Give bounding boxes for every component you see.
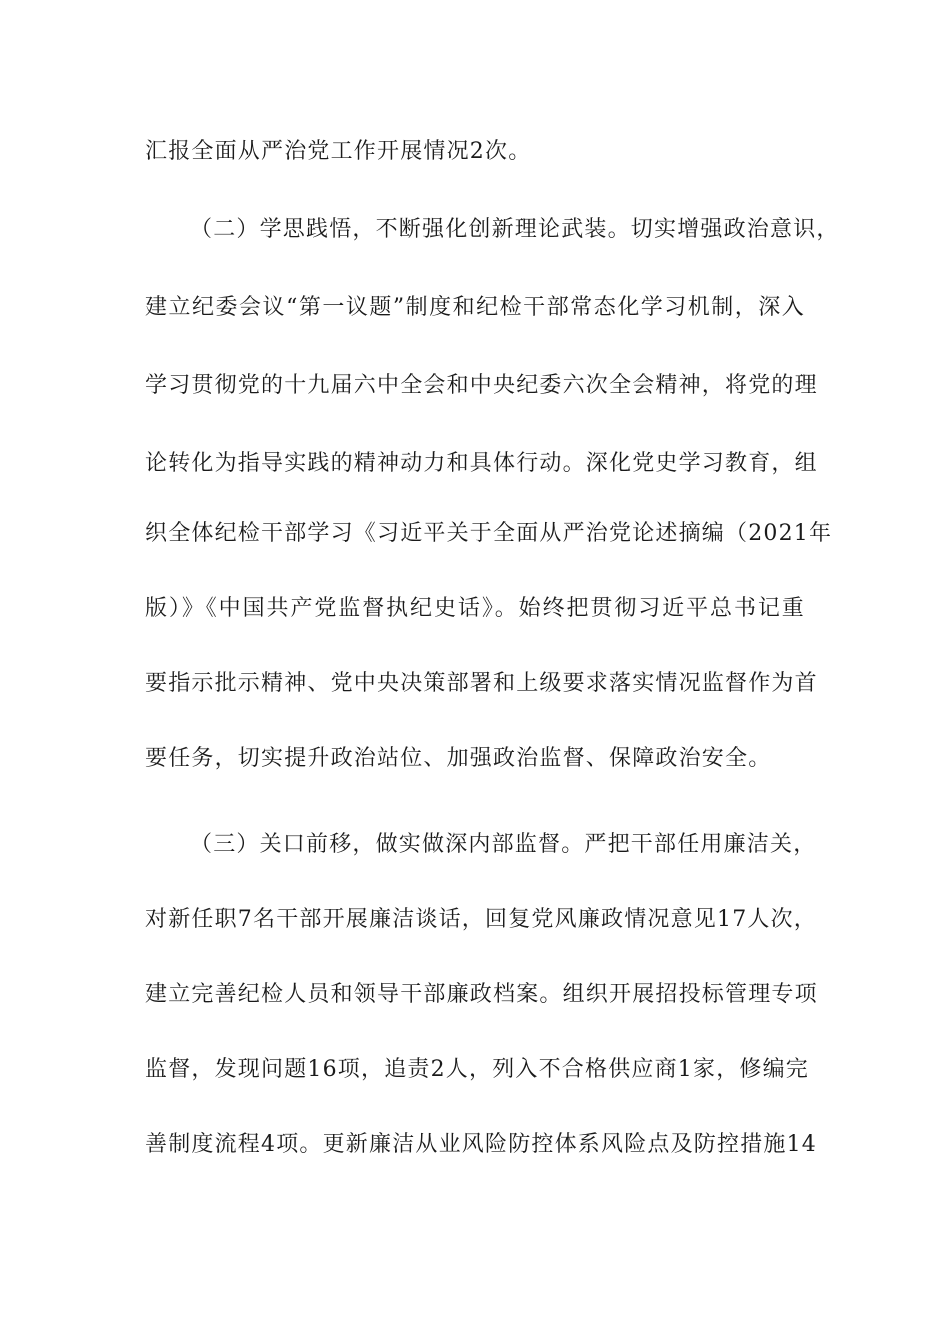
body-text-line: 织全体纪检干部学习《习近平关于全面从严治党论述摘编（2021年: [145, 521, 833, 546]
body-text-line: 要任务，切实提升政治站位、加强政治监督、保障政治安全。: [145, 746, 772, 771]
body-text-line: 建立完善纪检人员和领导干部廉政档案。组织开展招投标管理专项: [145, 982, 818, 1007]
body-text-line: 建立纪委会议“第一议题”制度和纪检干部常态化学习机制，深入: [145, 295, 805, 320]
section-heading-line: （三）关口前移，做实做深内部监督。严把干部任用廉洁关，: [190, 832, 817, 857]
body-text-line: 论转化为指导实践的精神动力和具体行动。深化党史学习教育，组: [145, 451, 818, 476]
body-text-line: 要指示批示精神、党中央决策部署和上级要求落实情况监督作为首: [145, 671, 818, 696]
body-text-line: 对新任职7名干部开展廉洁谈话，回复党风廉政情况意见17人次，: [145, 907, 817, 932]
section-heading-line: （二）学思践悟，不断强化创新理论武装。切实增强政治意识，: [190, 217, 840, 242]
body-text-line: 学习贯彻党的十九届六中全会和中央纪委六次全会精神，将党的理: [145, 373, 818, 398]
body-text-line: 善制度流程4项。更新廉洁从业风险防控体系风险点及防控措施14: [145, 1132, 817, 1157]
body-text-line: 汇报全面从严治党工作开展情况2次。: [145, 139, 532, 164]
body-text-line: 监督，发现问题16项，追责2人，列入不合格供应商1家，修编完: [145, 1057, 809, 1082]
body-text-line: 版）》《中国共产党监督执纪史话》。始终把贯彻习近平总书记重: [145, 596, 805, 621]
